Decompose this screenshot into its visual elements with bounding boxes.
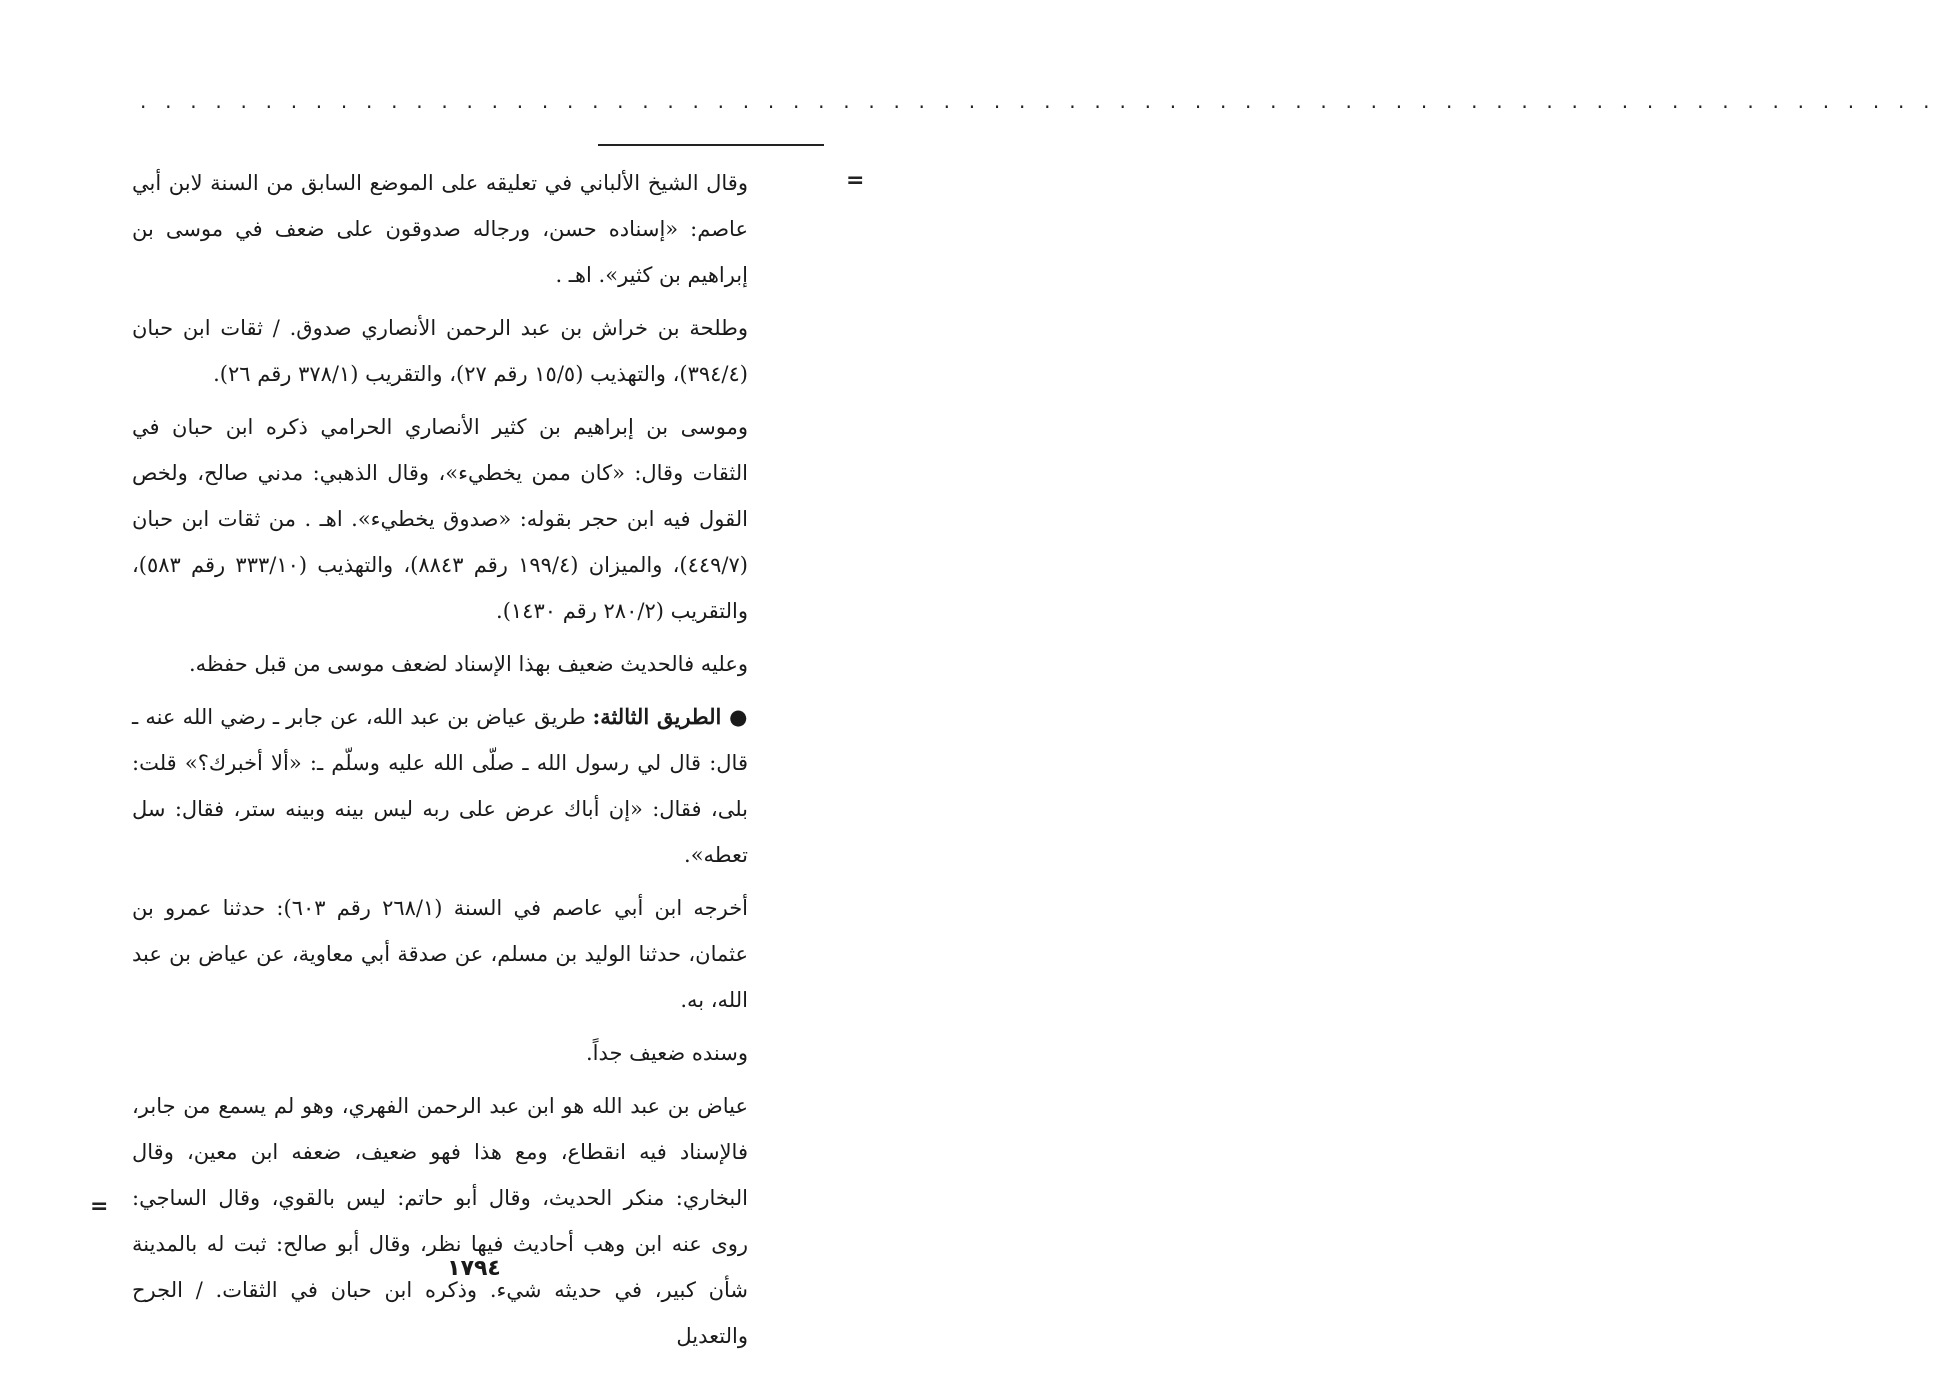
footnote-text xyxy=(132,160,748,1366)
paragraph-musa: وموسى بن إبراهيم بن كثير الأنصاري الحرامي ذكره ابن حبان في الثقات وقال: «كان ممن يخطيء»، وقال الذهبي: مدني صالح، ولخص القول فيه ابن حجر بقوله: «صدوق يخطيء». اهـ . من ثقات ابن حبان (٤٤٩/٧)، والميزان (١٩٩/٤ رقم ٨٨٤٣)، والتهذيب (٣٣٣/١٠ رقم ٥٨٣)، والتقريب (٢٨٠/٢ رقم ١٤٣٠). xyxy=(132,415,748,623)
bullet-heading: ● الطريق الثالثة: xyxy=(592,704,748,729)
paragraph-albani-comment: وقال الشيخ الألباني في تعليقه على الموضع السابق من السنة لابن أبي عاصم: «إسناده حسن، ورجاله صدوقون على ضعف في موسى بن إبراهيم بن كثير». اهـ . xyxy=(132,171,748,287)
paragraph-takhrij: أخرجه ابن أبي عاصم في السنة (٢٦٨/١ رقم ٦٠٣): حدثنا عمرو بن عثمان، حدثنا الوليد بن مسلم، عن صدقة أبي معاوية، عن عياض بن عبد الله، به. xyxy=(132,896,749,1012)
paragraph-iyad: عياض بن عبد الله هو ابن عبد الرحمن الفهري، وهو لم يسمع من جابر، فالإسناد فيه انقطاع، ومع هذا فهو ضعيف، ضعفه ابن معين، وقال البخاري: منكر الحديث، وقال أبو حاتم: ليس بالقوي، وقال الساجي: روى عنه ابن وهب أحاديث فيها نظر، وقال أبو صالح: ثبت له بالمدينة شأن كبير، في حديثه شيء. وذكره ابن حبان في الثقات. / الجرح والتعديل xyxy=(132,1094,748,1348)
paragraph-talha: وطلحة بن خراش بن عبد الرحمن الأنصاري صدوق. / ثقات ابن حبان (٣٩٤/٤)، والتهذيب (١٥/٥ رقم ٢٧)، والتقريب (٣٧٨/١ رقم ٢٦). xyxy=(132,316,748,386)
page-number: ١٧٩٤ xyxy=(447,1256,501,1281)
continuation-mark-top: = xyxy=(846,168,865,193)
continuation-mark-bottom: = xyxy=(90,1194,109,1219)
paragraph-conclusion: وعليه فالحديث ضعيف بهذا الإسناد لضعف موسى من قبل حفظه. xyxy=(188,652,748,676)
paragraph-third-path xyxy=(132,694,748,878)
dotted-separator: . . . . . . . . . . . . . . . . . . . . . . . . . . . . . . . . . . . . . . . . . . . . . . . . . . . . . . . . . . . . . . . . . . . . . . . . xyxy=(140,89,1936,113)
paragraph-grading: وسنده ضعيف جداً. xyxy=(585,1041,748,1065)
footnote-rule xyxy=(598,144,824,146)
bullet-body: طريق عياض بن عبد الله، عن جابر ـ رضي الله عنه ـ قال: قال لي رسول الله ـ صلّى الله عليه وسلّم ـ: «ألا أخبرك؟» قلت: بلى، فقال: «إن أباك عرض على ربه ليس بينه وبينه ستر، فقال: سل تعطه». xyxy=(132,705,748,867)
